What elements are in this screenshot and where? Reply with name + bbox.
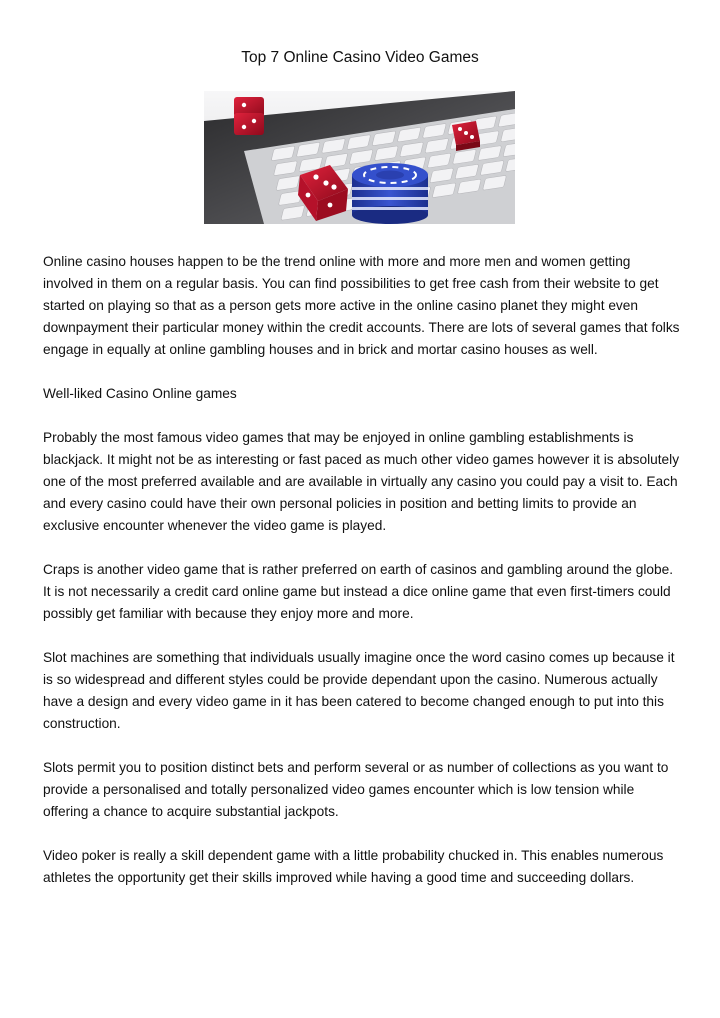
paragraph-slots: Slots permit you to position distinct bets and perform several or as number of collections as you want to provide a personalised and totally personalized video games encounter which is low tension while offering a chance to acquire substantial jackpots. — [43, 760, 669, 819]
paragraph-slot-machines: Slot machines are something that individuals usually imagine once the word casino comes up because it is so widespread and different styles could be provide dependant upon the casino. Numerous actually have a design and every video game in it has been catered to become changed enough to put into this construction. — [43, 650, 675, 731]
paragraph-video-poker: Video poker is really a skill dependent game with a little probability chucked in. This enables numerous athletes the opportunity get their skills improved while having a good time and succeeding dollars. — [43, 848, 664, 885]
paragraph-intro: Online casino houses happen to be the trend online with more and more men and women getting involved in them on a regular basis. You can find possibilities to get free cash from their website to get started on playing so that as a person gets more active in the online casino planet they might even downpayment their particular money within the credit accounts. There are lots of several games that folks engage in equally at online gambling houses and in brick and mortar casino houses as well. — [43, 254, 680, 357]
section-heading: Well-liked Casino Online games — [43, 386, 237, 401]
dice-stack-back-icon — [234, 97, 264, 135]
article-body — [43, 251, 683, 911]
paragraph-blackjack: Probably the most famous video games that may be enjoyed in online gambling establishments is blackjack. It might not be as interesting or fast paced as much other video games however it is absolutely one of the most preferred available and are available in virtually any casino you could pay a visit to. Each and every casino could have their own personal policies in position and betting limits to provide an exclusive encounter whenever the video game is played. — [43, 430, 680, 533]
page-title: Top 7 Online Casino Video Games — [241, 49, 479, 66]
paragraph-craps: Craps is another video game that is rather preferred on earth of casinos and gambling around the globe. It is not necessarily a credit card online game but instead a dice online game that even first-timers could possibly get familiar with because they enjoy more and more. — [43, 562, 674, 621]
hero-illustration — [204, 91, 515, 224]
casino-dice-chips-laptop-photo — [204, 91, 515, 224]
die-right-icon — [452, 121, 480, 151]
poker-chip-stack-icon — [352, 163, 428, 224]
